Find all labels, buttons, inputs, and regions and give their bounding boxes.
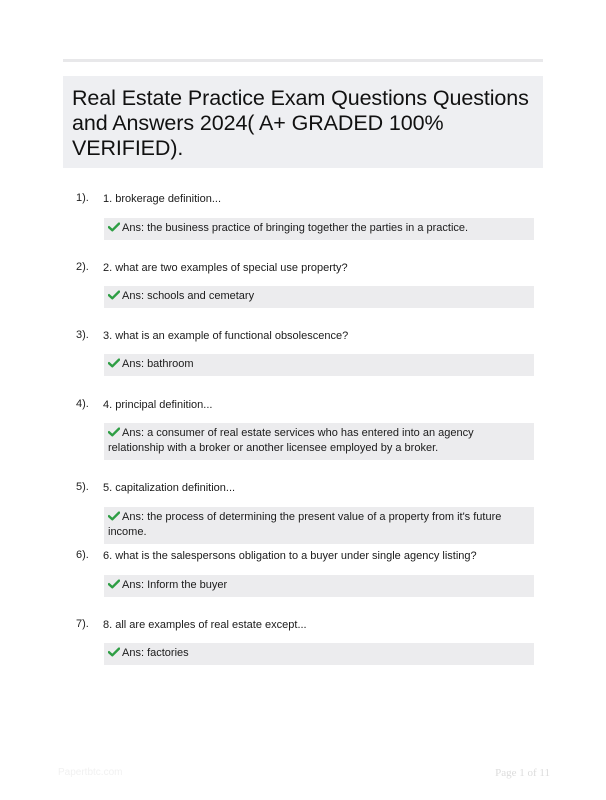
- answer-text: Ans: the process of determining the present value of a property from it's future income.: [108, 511, 502, 538]
- checkmark-icon: [108, 579, 120, 589]
- question-text: 3. what is an example of functional obsolescence?: [103, 330, 349, 342]
- answer-text: Ans: the business practice of bringing together the parties in a practice.: [122, 222, 469, 234]
- answer-box: [104, 575, 534, 597]
- answer-box: [104, 643, 534, 665]
- footer-watermark: Papertbtc.com: [58, 767, 123, 778]
- item-number: 2).: [76, 261, 89, 273]
- question-text: 4. principal definition...: [103, 399, 213, 411]
- checkmark-icon: [108, 511, 120, 521]
- question-text: 6. what is the salespersons obligation to a buyer under single agency listing?: [103, 550, 477, 562]
- item-number: 6).: [76, 549, 89, 561]
- item-number: 4).: [76, 398, 89, 410]
- question-text: 1. brokerage definition...: [103, 193, 222, 205]
- answer-text: Ans: bathroom: [122, 358, 194, 370]
- answer-text: Ans: Inform the buyer: [122, 579, 228, 591]
- question-text: 2. what are two examples of special use property?: [103, 262, 348, 274]
- document-title: Real Estate Practice Exam Questions Questions and Answers 2024( A+ GRADED 100% VERIFIED).: [72, 86, 529, 160]
- item-number: 5).: [76, 481, 89, 493]
- checkmark-icon: [108, 358, 120, 368]
- checkmark-icon: [108, 222, 120, 232]
- top-divider: [63, 59, 543, 62]
- answer-text: Ans: factories: [122, 647, 189, 659]
- title-banner: [63, 76, 543, 168]
- answer-text: Ans: a consumer of real estate services who has entered into an agency relationship with a broker or another licensee employed by a broker.: [108, 427, 474, 454]
- checkmark-icon: [108, 290, 120, 300]
- answer-box: [104, 286, 534, 308]
- question-text: 8. all are examples of real estate except...: [103, 619, 307, 631]
- answer-box: [104, 218, 534, 240]
- item-number: 1).: [76, 192, 89, 204]
- question-text: 5. capitalization definition...: [103, 482, 236, 494]
- checkmark-icon: [108, 647, 120, 657]
- answer-text: Ans: schools and cemetary: [122, 290, 255, 302]
- answer-box: [104, 354, 534, 376]
- page-indicator: Page 1 of 11: [495, 767, 550, 779]
- answer-box: [104, 507, 534, 544]
- item-number: 3).: [76, 329, 89, 341]
- checkmark-icon: [108, 427, 120, 437]
- answer-box: [104, 423, 534, 460]
- item-number: 7).: [76, 618, 89, 630]
